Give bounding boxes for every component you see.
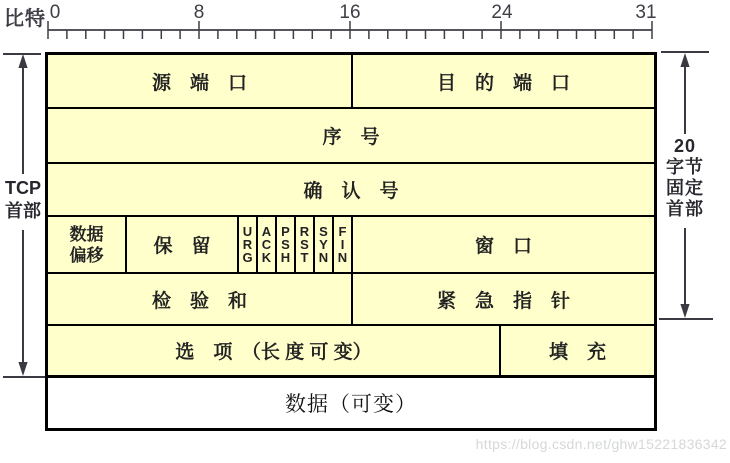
bits-caption: 比特 xyxy=(4,8,46,30)
psh-flag-label: PSH xyxy=(280,224,291,265)
syn-flag-field xyxy=(313,217,332,272)
psh-flag-field xyxy=(275,217,294,272)
fixed-header-annotation xyxy=(659,136,711,220)
data-offset-line1: 数据 xyxy=(69,224,104,244)
ack-flag-field xyxy=(256,217,275,272)
fixed-header-annotation-line1: 20 xyxy=(673,136,697,156)
ruler-tick-label-31: 31 xyxy=(635,2,657,23)
right-arrowhead-up-icon xyxy=(680,53,689,67)
data-offset-field xyxy=(48,217,125,272)
reserved-field: 保 留 xyxy=(125,217,237,272)
watermark-url: https://blog.csdn.net/ghw15221836342 xyxy=(475,436,727,452)
tcp-header-annotation-line2: 首部 xyxy=(5,201,41,221)
table-row-ports xyxy=(48,55,654,107)
tcp-header-annotation-line1: TCP xyxy=(5,178,41,198)
data-variable-box: 数据（可变） xyxy=(45,375,657,431)
table-row-checksum-urgent xyxy=(48,272,654,324)
rst-flag-label: RST xyxy=(299,224,310,265)
window-field: 窗 口 xyxy=(351,217,654,272)
fixed-header-annotation-line4: 首部 xyxy=(666,199,704,219)
rst-flag-field xyxy=(294,217,313,272)
fixed-header-annotation-line3: 固定 xyxy=(666,178,704,198)
table-row-sequence xyxy=(48,107,654,162)
right-arrowhead-down-icon xyxy=(680,304,689,318)
urg-flag-label: URG xyxy=(242,224,253,265)
destination-port-field: 目 的 端 口 xyxy=(351,55,654,107)
ack-flag-label: ACK xyxy=(261,224,272,265)
table-row-acknowledgment xyxy=(48,162,654,215)
ack-number-field: 确 认 号 xyxy=(303,181,399,202)
tcp-header-table xyxy=(45,52,657,378)
ruler-tick-label-0: 0 xyxy=(49,2,61,23)
tcp-header-annotation xyxy=(0,177,46,223)
ruler-tick-label-24: 24 xyxy=(491,2,513,23)
fin-flag-label: FIN xyxy=(337,224,348,265)
ruler-tick-label-8: 8 xyxy=(193,2,205,23)
source-port-field: 源 端 口 xyxy=(151,72,247,94)
options-field: 选 项 （长 度 可 变） xyxy=(175,342,372,363)
fin-flag-field xyxy=(332,217,351,272)
syn-flag-label: SYN xyxy=(318,224,329,265)
table-row-offset-flags-window xyxy=(48,215,654,272)
data-offset-line2: 偏移 xyxy=(69,245,104,265)
urg-flag-field xyxy=(237,217,256,272)
left-arrowhead-down-icon xyxy=(18,362,27,376)
checksum-field: 检 验 和 xyxy=(151,290,247,312)
table-row-options-padding xyxy=(48,324,654,375)
urgent-pointer-field: 紧 急 指 针 xyxy=(351,274,654,324)
padding-field: 填 充 xyxy=(499,326,654,375)
left-arrowhead-up-icon xyxy=(18,54,27,68)
ruler-tick-label-16: 16 xyxy=(339,2,361,23)
sequence-number-field: 序 号 xyxy=(322,127,380,148)
fixed-header-annotation-line2: 字节 xyxy=(666,157,704,177)
